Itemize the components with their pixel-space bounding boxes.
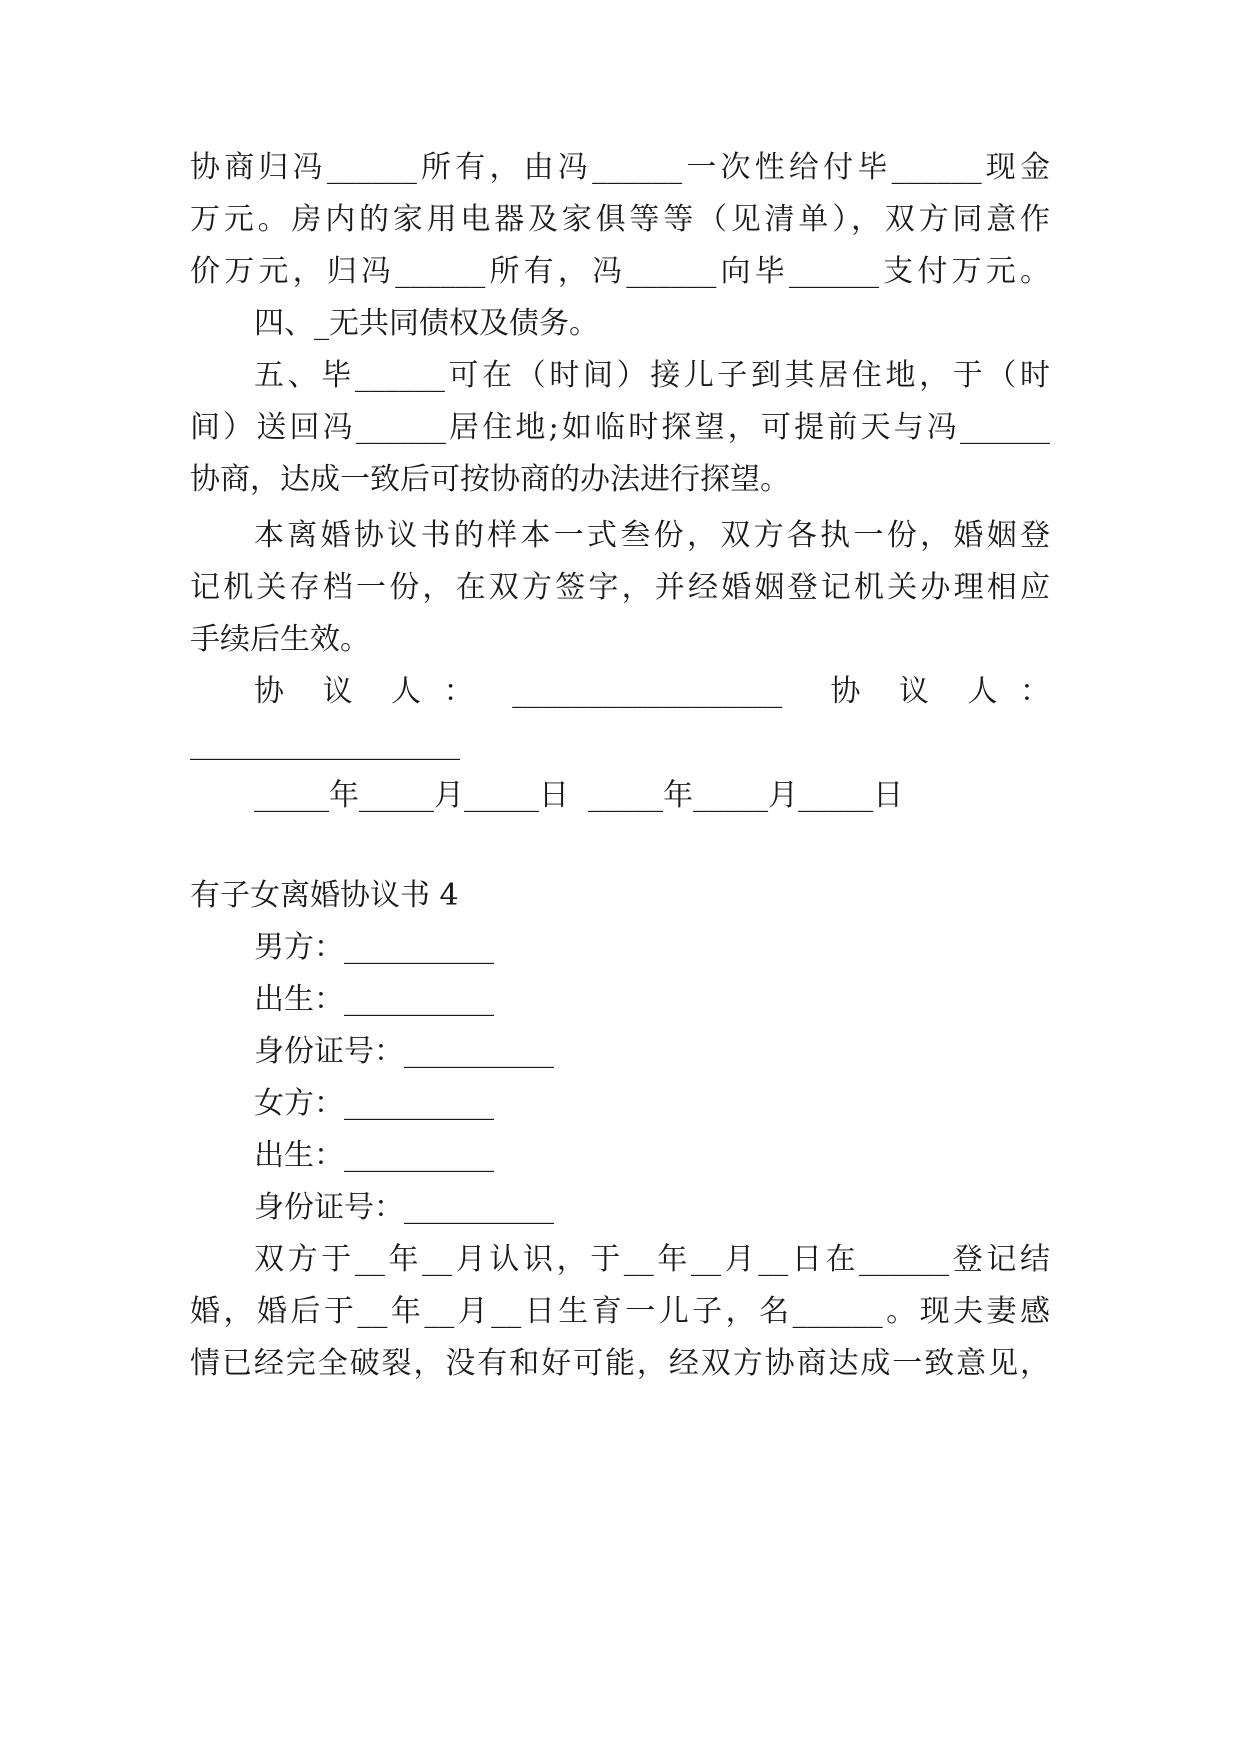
paragraph-start: 本离婚协议书的样本一式叁份，双方各执一份，婚姻登: [254, 518, 1050, 553]
signature-date: _____年_____月_____日 _____年_____月_____日: [254, 778, 904, 813]
text-line: 间）送回冯______居住地;如临时探望，可提前天与冯______: [190, 410, 1050, 445]
text-line: 万元。房内的家用电器及家俱等等（见清单），双方同意作: [190, 202, 1050, 237]
text-line: 协商归冯______所有，由冯______一次性给付毕______现金: [190, 150, 1050, 185]
text-line: 价万元，归冯______所有，冯______向毕______支付万元。: [190, 254, 1050, 289]
signature-line: __________________: [190, 726, 460, 761]
field-male: 男方：__________: [254, 930, 494, 965]
section-item-five: 五、毕______可在（时间）接儿子到其居住地，于（时: [254, 358, 1050, 393]
field-birth: 出生：__________: [254, 1138, 494, 1173]
field-id-number: 身份证号：__________: [254, 1190, 554, 1225]
text-line: 情已经完全破裂，没有和好可能，经双方协商达成一致意见，: [190, 1346, 1050, 1381]
text-line: 协商，达成一致后可按协商的办法进行探望。: [190, 462, 790, 497]
section-item-four: 四、_无共同债权及债务。: [254, 306, 599, 341]
text-line: 婚，婚后于__年__月__日生育一儿子，名______。现夫妻感: [190, 1294, 1050, 1329]
section-heading: 有子女离婚协议书 4: [190, 878, 459, 913]
field-birth: 出生：__________: [254, 982, 494, 1017]
signature-parties: 协 议 人 ： __________________ 协 议 人 ：: [254, 674, 1050, 709]
text-line: 记机关存档一份，在双方签字，并经婚姻登记机关办理相应: [190, 570, 1050, 605]
field-female: 女方：__________: [254, 1086, 494, 1121]
text-line: 手续后生效。: [190, 622, 370, 657]
field-id-number: 身份证号：__________: [254, 1034, 554, 1069]
paragraph-start: 双方于__年__月认识，于__年__月__日在______登记结: [254, 1242, 1050, 1277]
